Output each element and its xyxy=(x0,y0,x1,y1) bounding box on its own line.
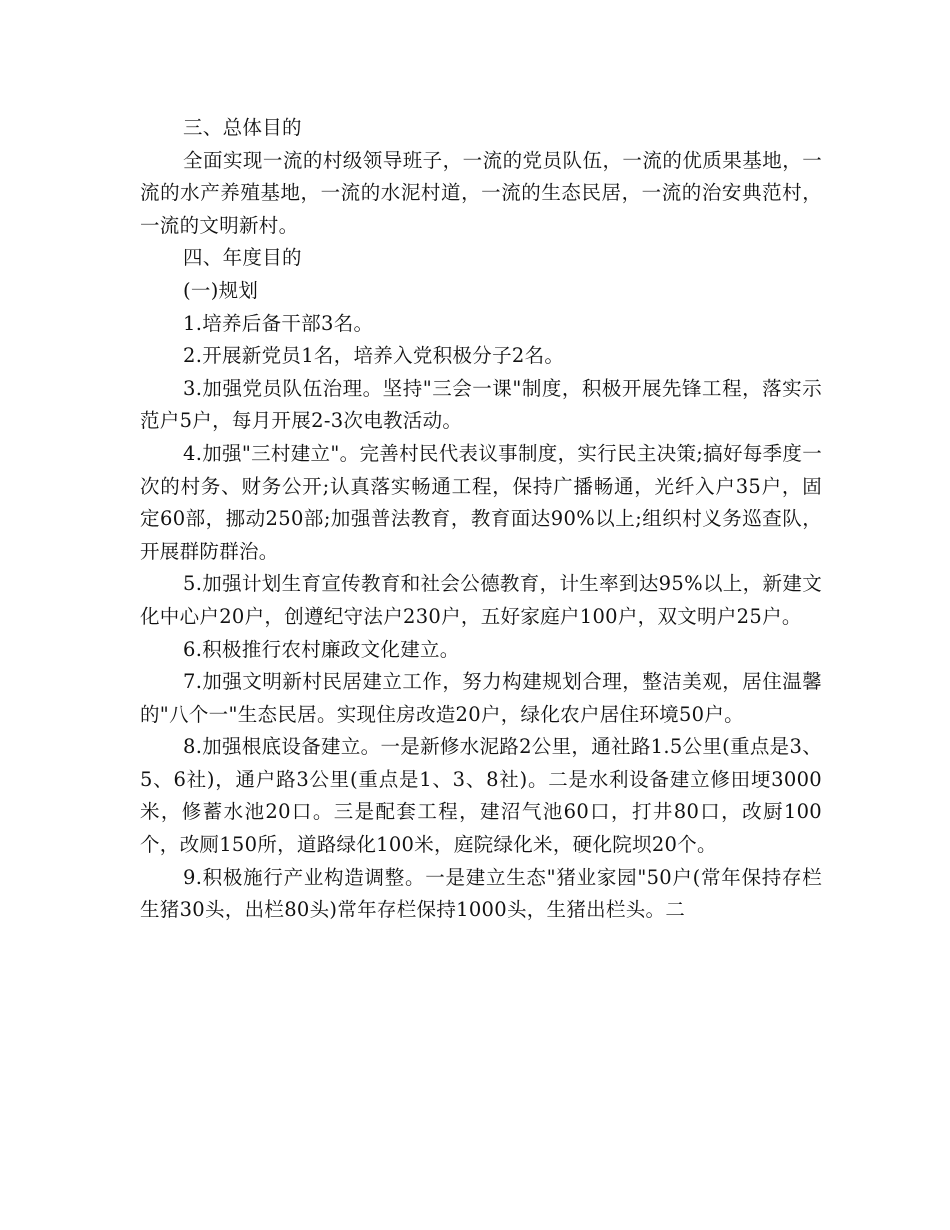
section-heading-annual-goal: 四、年度目的 xyxy=(183,246,302,270)
list-item-3: 3.加强党员队伍治理。坚持"三会一课"制度，积极开展先锋工程，落实示范户5户，每月开展2-3次电教活动。 xyxy=(140,376,822,433)
list-item-7: 7.加强文明新村民居建立工作，努力构建规划合理，整洁美观，居住温馨的"八个一"生态民居。实现住房改造20户，绿化农户居住环境50户。 xyxy=(140,670,822,726)
list-item-9: 9.积极施行产业构造调整。一是建立生态"猪业家园"50户(常年保持存栏生猪30头，出栏80头)常年存栏保持1000头，生猪出栏头。二 xyxy=(140,865,822,922)
list-item-5: 5.加强计划生育宣传教育和社会公德教育，计生率到达95%以上，新建文化中心户20户，创遵纪守法户230户，五好家庭户100户，双文明户25户。 xyxy=(140,572,822,628)
paragraph-overall-goal: 全面实现一流的村级领导班子，一流的党员队伍，一流的优质果基地，一流的水产养殖基地，一流的水泥村道，一流的生态民居，一流的治安典范村，一流的文明新村。 xyxy=(140,148,822,237)
list-item-2: 2.开展新党员1名，培养入党积极分子2名。 xyxy=(183,344,565,368)
document-body xyxy=(140,112,822,927)
list-item-1: 1.培养后备干部3名。 xyxy=(183,311,374,335)
subheading-planning: (一)规划 xyxy=(183,278,259,302)
list-item-4: 4.加强"三村建立"。完善村民代表议事制度，实行民主决策;搞好每季度一次的村务、财务公开;认真落实畅通工程，保持广播畅通，光纤入户35户，固定60部，挪动250部;加强普法教育，教育面达90%以上;组织村义务巡查队，开展群防群治。 xyxy=(140,441,822,563)
list-item-8: 8.加强根底设备建立。一是新修水泥路2公里，通社路1.5公里(重点是3、5、6社)，通户路3公里(重点是1、3、8社)。二是水利设备建立修田埂3000米，修蓄水池20口。三是配套工程，建沼气池60口，打井80口，改厨100个，改厕150所，道路绿化100米，庭院绿化米，硬化院坝20个。 xyxy=(140,735,822,857)
list-item-6: 6.积极推行农村廉政文化建立。 xyxy=(183,637,460,661)
section-heading-overall-goal: 三、总体目的 xyxy=(183,116,302,139)
